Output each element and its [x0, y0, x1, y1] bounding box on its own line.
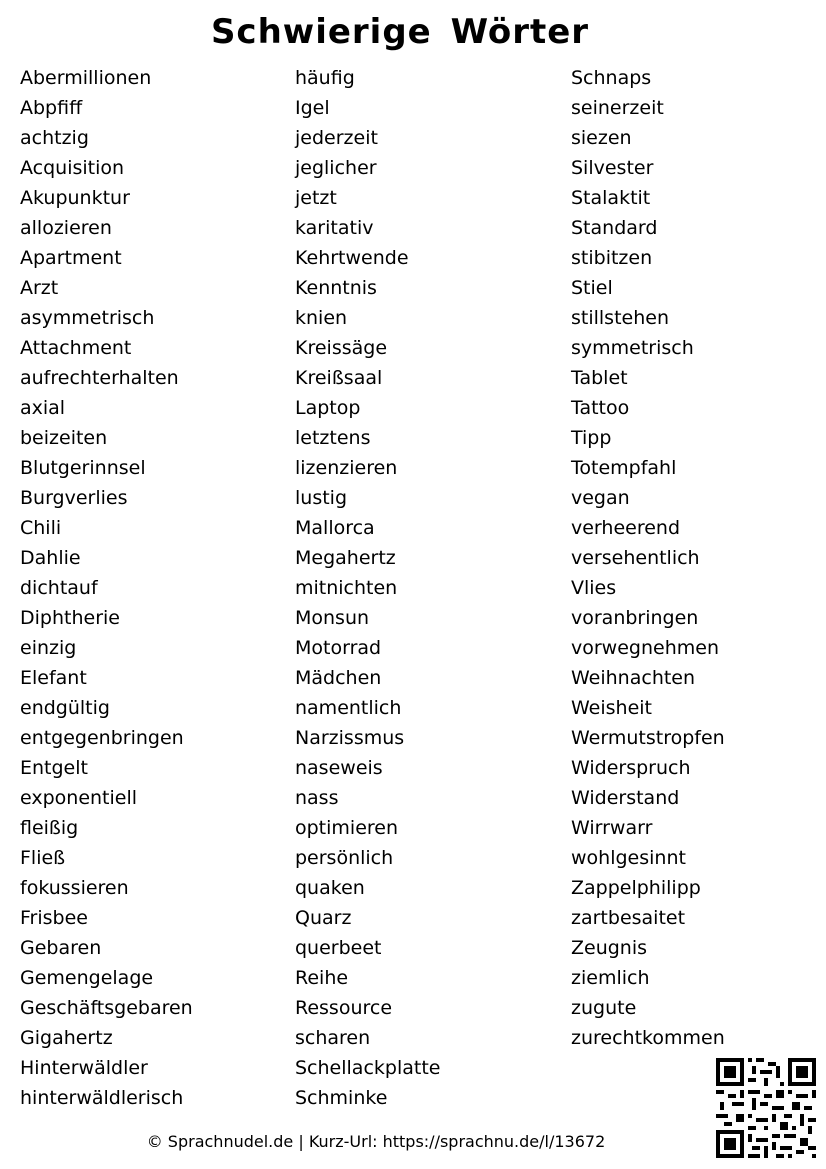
word-item: Elefant	[20, 667, 87, 689]
word-item: Diphtherie	[20, 607, 120, 629]
word-item: allozieren	[20, 217, 112, 239]
word-item: naseweis	[295, 757, 383, 779]
word-item: beizeiten	[20, 427, 108, 449]
word-column-1	[20, 63, 193, 1113]
word-item: Quarz	[295, 907, 352, 929]
word-item: vegan	[571, 487, 630, 509]
word-item: voranbringen	[571, 607, 699, 629]
word-item: letztens	[295, 427, 371, 449]
footer-text: © Sprachnudel.de | Kurz-Url: https://sprachnu.de/l/13672	[146, 1132, 606, 1151]
word-item: Mädchen	[295, 667, 382, 689]
word-item: Akupunktur	[20, 187, 130, 209]
word-item: Laptop	[295, 397, 361, 419]
word-item: wohlgesinnt	[571, 847, 686, 869]
word-item: Zappelphilipp	[571, 877, 701, 899]
word-item: Weihnachten	[571, 667, 696, 689]
word-item: zurechtkommen	[571, 1027, 725, 1049]
word-item: Wermutstropfen	[571, 727, 725, 749]
page-title: Schwierige Wörter	[210, 12, 590, 52]
word-item: Motorrad	[295, 637, 382, 659]
word-item: Stalaktit	[571, 187, 651, 209]
word-item: Burgverlies	[20, 487, 128, 509]
word-item: Silvester	[571, 157, 654, 179]
word-item: Igel	[295, 97, 330, 119]
word-item: namentlich	[295, 697, 402, 719]
word-item: Kenntnis	[295, 277, 377, 299]
word-item: karitativ	[295, 217, 374, 239]
word-item: symmetrisch	[571, 337, 694, 359]
word-item: Totempfahl	[571, 457, 677, 479]
word-item: Vlies	[571, 577, 617, 599]
word-item: Abermillionen	[20, 67, 152, 89]
word-item: stillstehen	[571, 307, 669, 329]
word-item: knien	[295, 307, 348, 329]
word-item: Monsun	[295, 607, 370, 629]
word-item: Acquisition	[20, 157, 125, 179]
word-column-3	[571, 63, 725, 1053]
word-item: häufig	[295, 67, 355, 89]
word-item: asymmetrisch	[20, 307, 155, 329]
word-item: Kreissäge	[295, 337, 388, 359]
word-item: Blutgerinnsel	[20, 457, 146, 479]
word-item: scharen	[295, 1027, 371, 1049]
word-item: jetzt	[295, 187, 337, 209]
word-item: entgegenbringen	[20, 727, 184, 749]
word-item: siezen	[571, 127, 632, 149]
word-item: fleißig	[20, 817, 79, 839]
word-item: jederzeit	[295, 127, 378, 149]
word-item: quaken	[295, 877, 365, 899]
word-item: Megahertz	[295, 547, 396, 569]
word-item: Entgelt	[20, 757, 88, 779]
word-item: Schellackplatte	[295, 1057, 441, 1079]
word-item: lizenzieren	[295, 457, 398, 479]
word-item: Tattoo	[571, 397, 630, 419]
word-item: lustig	[295, 487, 348, 509]
word-item: querbeet	[295, 937, 382, 959]
word-item: fokussieren	[20, 877, 129, 899]
word-item: ziemlich	[571, 967, 650, 989]
word-item: Tablet	[571, 367, 628, 389]
word-item: Widerspruch	[571, 757, 691, 779]
word-item: Geschäftsgebaren	[20, 997, 193, 1019]
word-item: Gebaren	[20, 937, 102, 959]
word-item: Fließ	[20, 847, 66, 869]
word-item: achtzig	[20, 127, 89, 149]
word-item: zartbesaitet	[571, 907, 686, 929]
word-item: endgültig	[20, 697, 110, 719]
word-item: Wirrwarr	[571, 817, 653, 839]
word-item: exponentiell	[20, 787, 138, 809]
word-item: vorwegnehmen	[571, 637, 719, 659]
word-item: persönlich	[295, 847, 394, 869]
word-item: Hinterwäldler	[20, 1057, 148, 1079]
word-item: Widerstand	[571, 787, 680, 809]
word-column-2	[295, 63, 440, 1113]
word-item: versehentlich	[571, 547, 700, 569]
word-item: Mallorca	[295, 517, 375, 539]
word-item: hinterwäldlerisch	[20, 1087, 184, 1109]
word-item: stibitzen	[571, 247, 653, 269]
word-item: Kreißsaal	[295, 367, 383, 389]
word-item: Schnaps	[571, 67, 652, 89]
word-item: Ressource	[295, 997, 393, 1019]
word-item: Attachment	[20, 337, 132, 359]
word-item: jeglicher	[295, 157, 377, 179]
word-item: Dahlie	[20, 547, 81, 569]
word-item: Frisbee	[20, 907, 88, 929]
word-item: Schminke	[295, 1087, 388, 1109]
word-item: verheerend	[571, 517, 681, 539]
word-item: zugute	[571, 997, 637, 1019]
word-item: Chili	[20, 517, 62, 539]
word-item: Reihe	[295, 967, 349, 989]
word-item: Zeugnis	[571, 937, 648, 959]
word-item: Arzt	[20, 277, 59, 299]
word-item: Tipp	[571, 427, 612, 449]
word-item: nass	[295, 787, 339, 809]
word-item: dichtauf	[20, 577, 98, 599]
word-item: Standard	[571, 217, 658, 239]
word-item: seinerzeit	[571, 97, 664, 119]
word-item: axial	[20, 397, 66, 419]
word-item: aufrechterhalten	[20, 367, 179, 389]
word-item: Gigahertz	[20, 1027, 113, 1049]
word-item: Apartment	[20, 247, 122, 269]
word-item: Gemengelage	[20, 967, 154, 989]
word-item: optimieren	[295, 817, 399, 839]
word-item: Abpfiff	[20, 97, 83, 119]
word-item: Narzissmus	[295, 727, 405, 749]
qr-code-icon	[716, 1058, 816, 1158]
word-item: Weisheit	[571, 697, 653, 719]
word-item: mitnichten	[295, 577, 398, 599]
word-item: Kehrtwende	[295, 247, 409, 269]
word-item: einzig	[20, 637, 77, 659]
word-item: Stiel	[571, 277, 613, 299]
